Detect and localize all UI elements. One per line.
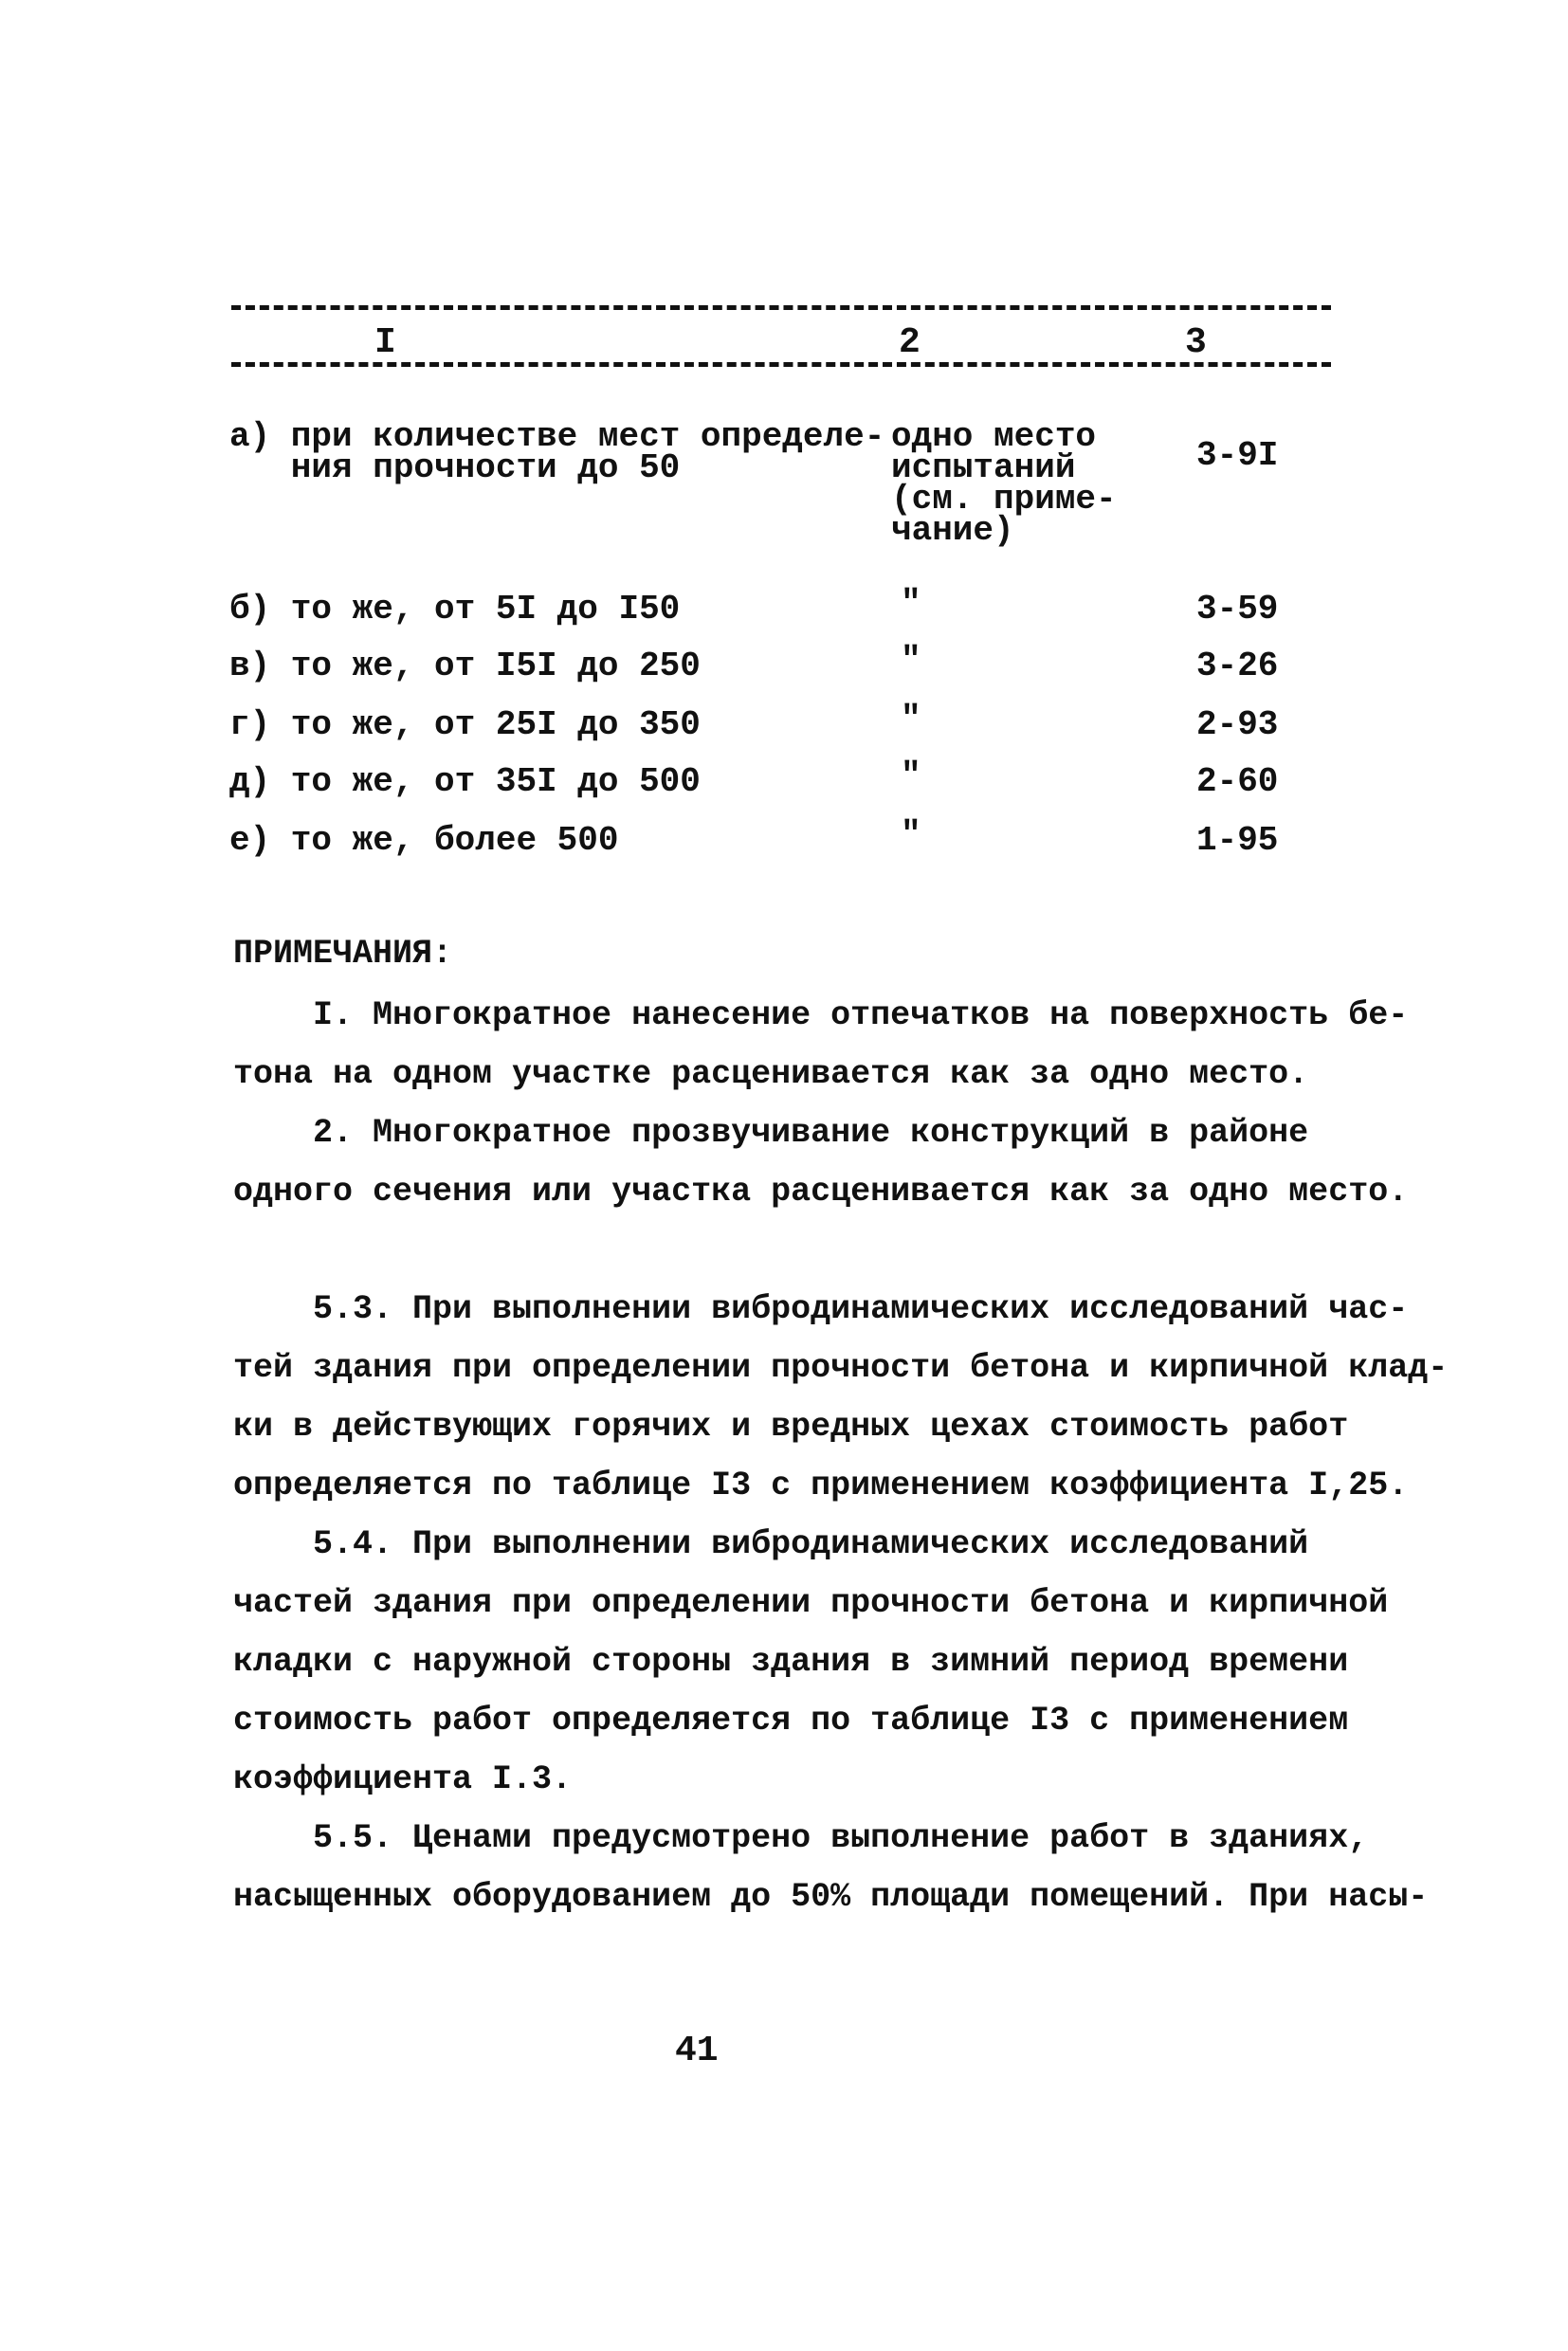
table-row-value: 1-95: [1196, 821, 1279, 860]
note-line: I. Многократное нанесение отпечатков на поверхность бе-: [233, 996, 1409, 1034]
table-row-label: в) то же, от I5I до 250: [229, 647, 701, 685]
column-header-2: 2: [899, 322, 921, 363]
section-5-5: [233, 1809, 1429, 1926]
paragraph-line: насыщенных оборудованием до 50% площади помещений. При насы-: [233, 1878, 1429, 1916]
paragraph-line: ки в действующих горячих и вредных цехах стоимость работ: [233, 1408, 1349, 1446]
page-number: 41: [675, 2031, 719, 2071]
notes-title: ПРИМЕЧАНИЯ:: [233, 935, 453, 973]
paragraph-line: определяется по таблице I3 с применением коэффициента I,25.: [233, 1467, 1409, 1504]
note-1: [233, 986, 1409, 1103]
paragraph-line: коэффициента I.3.: [233, 1760, 573, 1798]
column-header-3: 3: [1185, 322, 1207, 363]
table-row-unit: ": [901, 641, 921, 680]
paragraph-line: стоимость работ определяется по таблице I3 с применением: [233, 1702, 1349, 1740]
table-row-value: 3-9I: [1196, 436, 1279, 475]
table-row-unit: ": [901, 756, 921, 795]
table-row-label: г) то же, от 25I до 350: [229, 705, 701, 744]
note-line: одного сечения или участка расценивается как за одно место.: [233, 1173, 1409, 1211]
table-top-rule: [231, 305, 1331, 310]
table-row-unit: одно место испытаний (см. приме- чание): [891, 417, 1117, 550]
paragraph-line: частей здания при определении прочности бетона и кирпичной: [233, 1584, 1389, 1622]
table-row-unit: ": [901, 584, 921, 623]
table-row-label: е) то же, более 500: [229, 821, 619, 860]
table-row-value: 3-59: [1196, 590, 1279, 629]
table-row-value: 3-26: [1196, 647, 1279, 685]
table-row-unit: ": [901, 700, 921, 738]
table-row-label: а) при количестве мест определе- ния прочности до 50: [229, 417, 885, 487]
column-header-1: I: [374, 322, 396, 363]
paragraph-line: 5.5. Ценами предусмотрено выполнение работ в зданиях,: [233, 1819, 1369, 1857]
table-row-label: д) то же, от 35I до 500: [229, 762, 701, 801]
table-row-unit: ": [901, 815, 921, 854]
note-line: тона на одном участке расценивается как за одно место.: [233, 1055, 1309, 1093]
note-2: [233, 1103, 1409, 1221]
section-5-4: [233, 1515, 1389, 1809]
paragraph-line: тей здания при определении прочности бетона и кирпичной клад-: [233, 1349, 1449, 1387]
paragraph-line: 5.4. При выполнении вибродинамических исследований: [233, 1525, 1309, 1563]
table-row-value: 2-93: [1196, 705, 1279, 744]
table-row-value: 2-60: [1196, 762, 1279, 801]
table-row-label: б) то же, от 5I до I50: [229, 590, 681, 629]
note-line: 2. Многократное прозвучивание конструкций в районе: [233, 1114, 1309, 1152]
paragraph-line: кладки с наружной стороны здания в зимний период времени: [233, 1643, 1349, 1681]
paragraph-line: 5.3. При выполнении вибродинамических исследований час-: [233, 1290, 1409, 1328]
section-5-3: [233, 1280, 1449, 1515]
table-header-rule: [231, 362, 1331, 367]
